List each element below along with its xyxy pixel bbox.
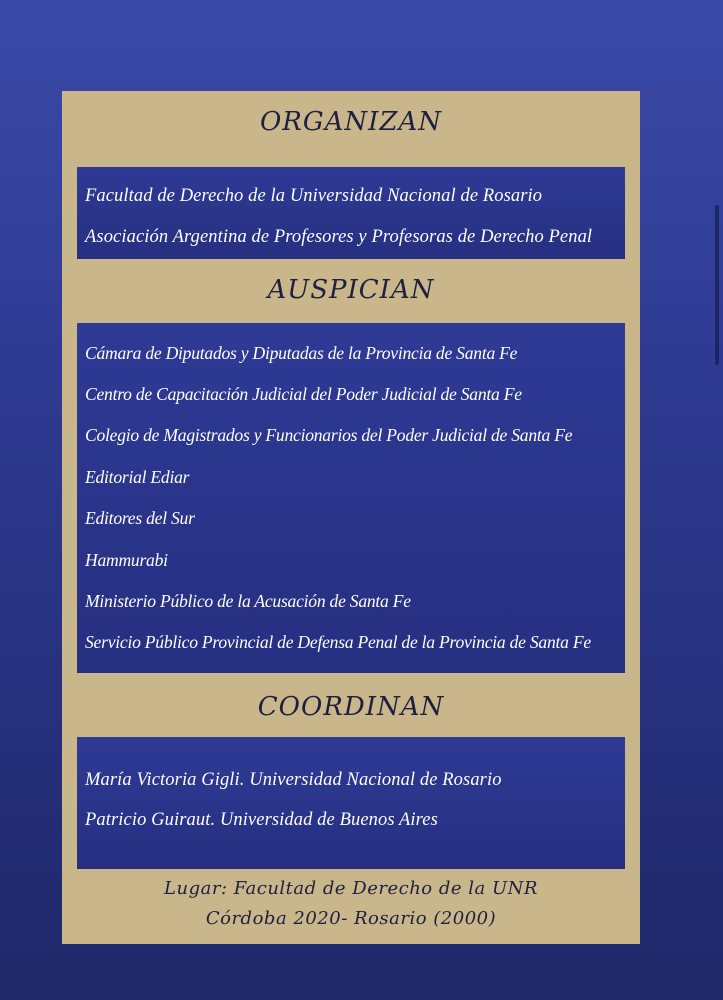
auspician-box xyxy=(77,323,625,673)
sponsor-item: Cámara de Diputados y Diputadas de la Provincia de Santa Fe xyxy=(85,343,518,363)
auspician-heading: AUSPICIAN xyxy=(267,275,435,305)
venue-text: Lugar: Facultad de Derecho de la UNR xyxy=(164,878,538,899)
scrollbar[interactable] xyxy=(715,205,719,365)
address-text: Córdoba 2020- Rosario (2000) xyxy=(205,908,497,929)
organizan-box xyxy=(77,167,625,259)
sponsor-item: Servicio Público Provincial de Defensa Penal de la Provincia de Santa Fe xyxy=(85,632,591,652)
sponsor-item: Ministerio Público de la Acusación de Santa Fe xyxy=(85,591,411,611)
coordinan-box xyxy=(77,737,625,869)
coordinator-item: Patricio Guiraut. Universidad de Buenos Aires xyxy=(85,810,438,830)
sponsor-item: Editorial Ediar xyxy=(85,467,190,487)
coordinan-heading: COORDINAN xyxy=(257,692,445,722)
organizer-item: Asociación Argentina de Profesores y Profesoras de Derecho Penal xyxy=(85,227,593,247)
sponsor-item: Colegio de Magistrados y Funcionarios del Poder Judicial de Santa Fe xyxy=(85,425,573,445)
sponsor-item: Editores del Sur xyxy=(85,508,195,528)
sponsor-item: Hammurabi xyxy=(85,550,168,570)
organizan-heading: ORGANIZAN xyxy=(259,107,443,137)
event-card xyxy=(62,91,640,944)
sponsor-item: Centro de Capacitación Judicial del Poder Judicial de Santa Fe xyxy=(85,384,522,404)
coordinator-item: María Victoria Gigli. Universidad Nacional de Rosario xyxy=(85,770,502,790)
organizer-item: Facultad de Derecho de la Universidad Nacional de Rosario xyxy=(85,186,543,206)
